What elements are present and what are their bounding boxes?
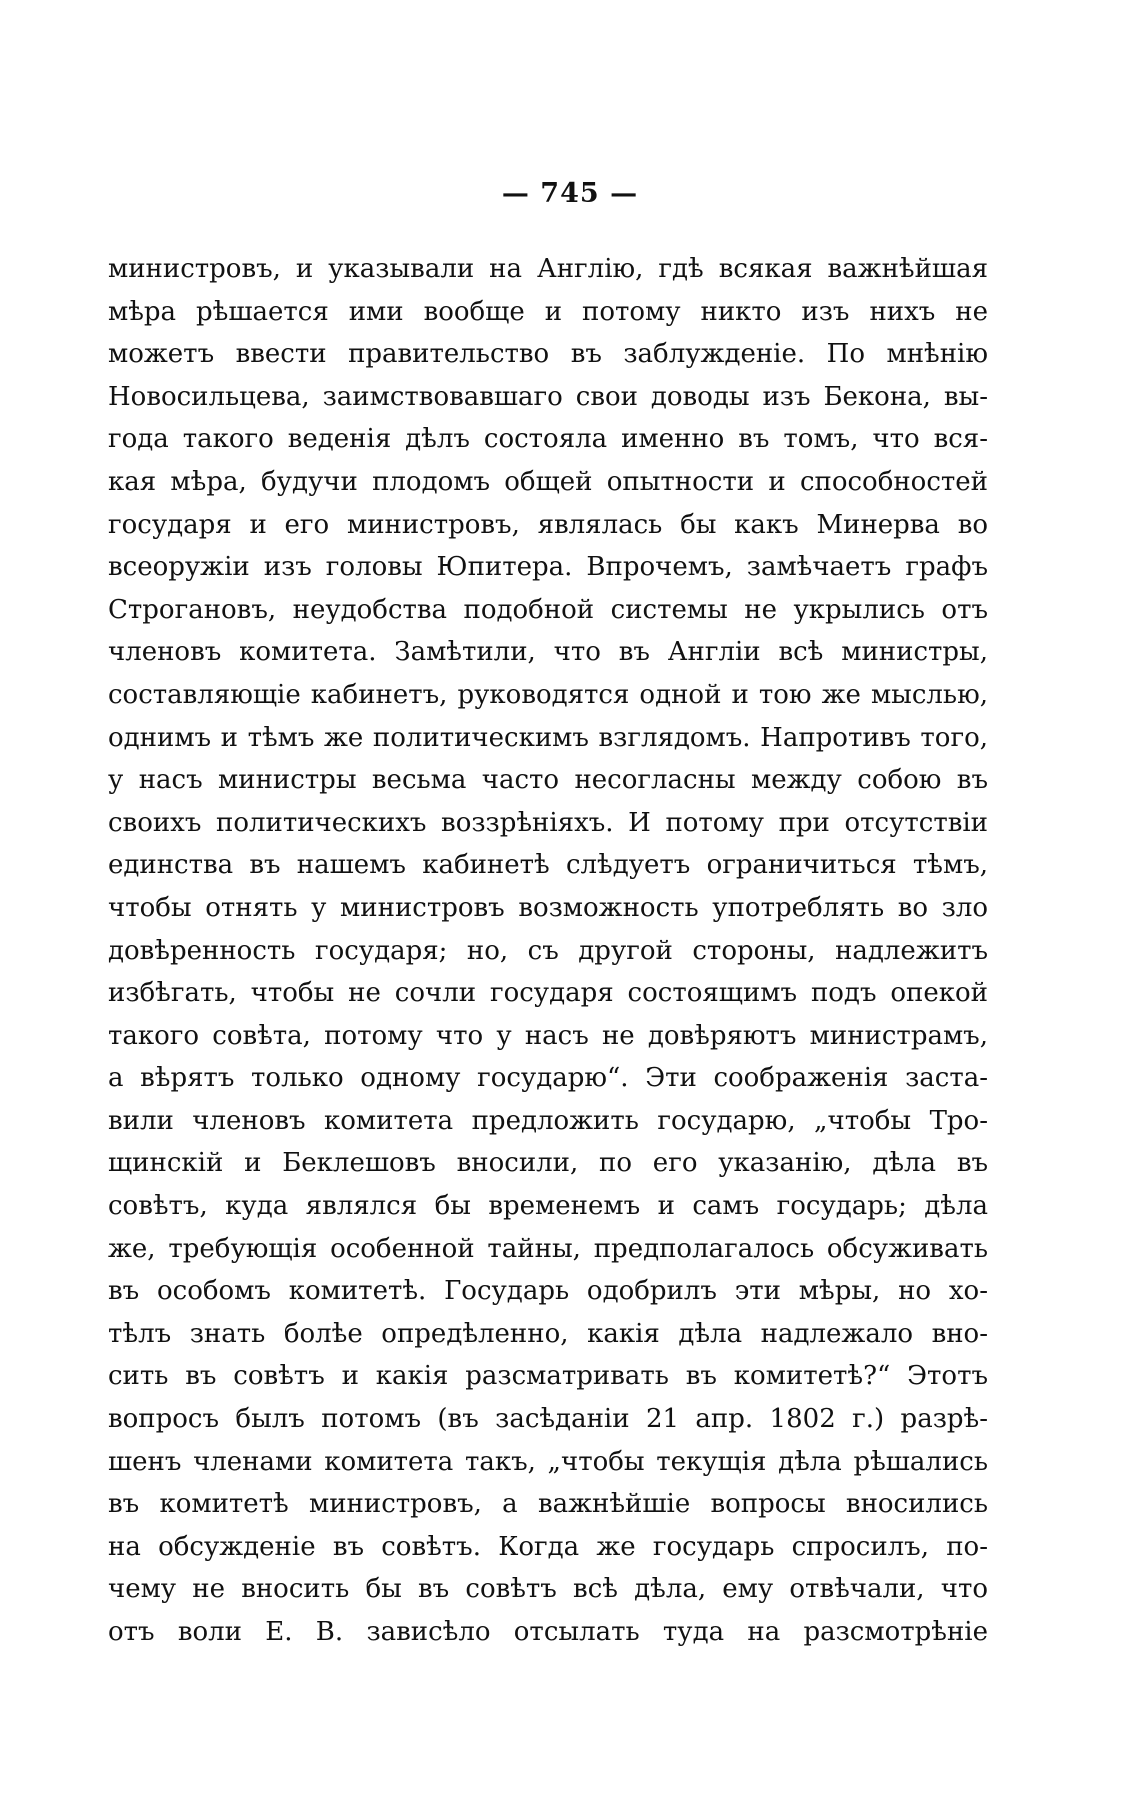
text-line: шенъ членами комитета такъ, „чтобы текущія дѣла рѣшались bbox=[108, 1446, 988, 1477]
text-line: своихъ политическихъ воззрѣніяхъ. И потому при отсутствіи bbox=[108, 807, 988, 838]
text-line: чтобы отнять у министровъ возможность употреблять во зло bbox=[108, 892, 988, 923]
text-line: же, требующія особенной тайны, предполагалось обсуживать bbox=[108, 1233, 988, 1264]
page-number: — 745 — bbox=[501, 178, 639, 209]
text-line: составляющіе кабинетъ, руководятся одной и тою же мыслью, bbox=[108, 679, 988, 710]
text-line: вили членовъ комитета предложить государю, „чтобы Тро- bbox=[108, 1105, 988, 1136]
text-line: Строгановъ, неудобства подобной системы не укрылись отъ bbox=[108, 594, 988, 625]
text-line: щинскій и Беклешовъ вносили, по его указанію, дѣла въ bbox=[108, 1148, 988, 1179]
text-line: Новосильцева, заимствовавшаго свои доводы изъ Бекона, вы- bbox=[108, 381, 988, 412]
text-line: однимъ и тѣмъ же политическимъ взглядомъ. Напротивъ того, bbox=[108, 722, 988, 753]
text-line: совѣтъ, куда являлся бы временемъ и самъ государь; дѣла bbox=[108, 1191, 988, 1222]
text-line: отъ воли Е. В. зависѣло отсылать туда на разсмотрѣніе bbox=[108, 1617, 988, 1647]
text-line: довѣренность государя; но, съ другой стороны, надлежитъ bbox=[108, 935, 988, 966]
text-line: министровъ, и указывали на Англію, гдѣ всякая важнѣйшая bbox=[108, 254, 988, 284]
body-text bbox=[108, 248, 988, 1654]
text-line: такого совѣта, потому что у насъ не довѣряютъ министрамъ, bbox=[108, 1020, 988, 1051]
text-line: въ комитетѣ министровъ, а важнѣйшіе вопросы вносились bbox=[108, 1489, 988, 1520]
text-line: мѣра рѣшается ими вообще и потому никто изъ нихъ не bbox=[108, 296, 988, 327]
text-line: у насъ министры весьма часто несогласны между собою въ bbox=[108, 765, 988, 796]
text-line: избѣгать, чтобы не сочли государя состоящимъ подъ опекой bbox=[108, 978, 988, 1009]
text-line: на обсужденіе въ совѣтъ. Когда же государь спросилъ, по- bbox=[108, 1531, 988, 1562]
text-line: сить въ совѣтъ и какія разсматривать въ комитетѣ?“ Этотъ bbox=[108, 1361, 988, 1392]
text-line: государя и его министровъ, являлась бы какъ Минерва во bbox=[108, 509, 988, 540]
text-line: чему не вносить бы въ совѣтъ всѣ дѣла, ему отвѣчали, что bbox=[108, 1574, 988, 1605]
text-line: а вѣрятъ только одному государю“. Эти соображенія заста- bbox=[108, 1063, 988, 1094]
text-line: кая мѣра, будучи плодомъ общей опытности и способностей bbox=[108, 466, 988, 497]
text-line: всеоружіи изъ головы Юпитера. Впрочемъ, замѣчаетъ графъ bbox=[108, 552, 988, 583]
text-line: единства въ нашемъ кабинетѣ слѣдуетъ ограничиться тѣмъ, bbox=[108, 850, 988, 881]
text-line: членовъ комитета. Замѣтили, что въ Англіи всѣ министры, bbox=[108, 637, 988, 668]
text-line: вопросъ былъ потомъ (въ засѣданіи 21 апр. 1802 г.) разрѣ- bbox=[108, 1404, 988, 1435]
text-line: года такого веденія дѣлъ состояла именно въ томъ, что вся- bbox=[108, 424, 988, 455]
text-line: можетъ ввести правительство въ заблужденіе. По мнѣнію bbox=[108, 339, 988, 370]
text-line: въ особомъ комитетѣ. Государь одобрилъ эти мѣры, но хо- bbox=[108, 1276, 988, 1307]
text-line: тѣлъ знать болѣе опредѣленно, какія дѣла надлежало вно- bbox=[108, 1318, 988, 1349]
